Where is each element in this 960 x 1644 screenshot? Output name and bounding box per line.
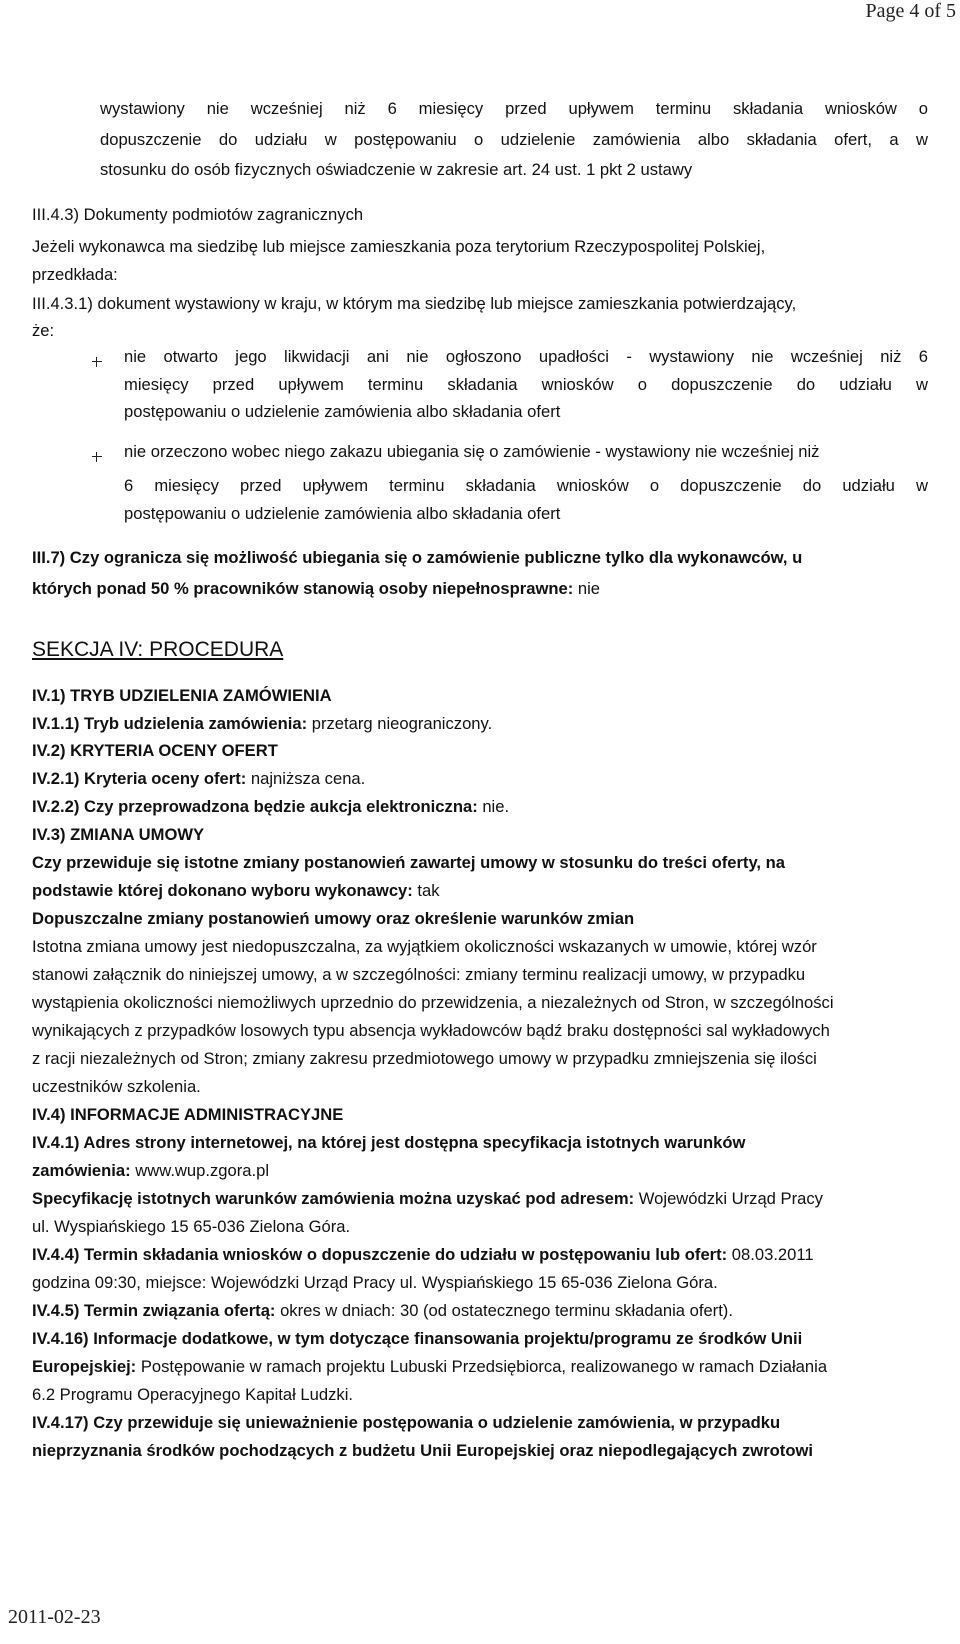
iv-3-answer: tak — [412, 881, 440, 900]
iv-3-text-line-2: stanowi załącznik do niniejszej umowy, a w szczególności: zmiany terminu realizacji umowy, w przypadku — [32, 965, 806, 984]
iv-4-1-url: www.wup.zgora.pl — [130, 1161, 270, 1180]
spec-address-line-2: ul. Wyspiańskiego 15 65-036 Zielona Góra. — [32, 1217, 351, 1236]
iv-4-17-line-1: IV.4.17) Czy przewiduje się unieważnienie postępowania o udzielenie zamówienia, w przypadku — [32, 1413, 781, 1432]
iv-1-1-value: przetarg nieograniczony. — [307, 714, 493, 733]
iv-4-1-label: zamówienia: — [32, 1161, 131, 1180]
section-iii-7-answer: nie — [573, 579, 601, 598]
iv-4-16-line-3: 6.2 Programu Operacyjnego Kapitał Ludzki. — [32, 1385, 353, 1404]
iv-4-1-line-1: IV.4.1) Adres strony internetowej, na której jest dostępna specyfikacja istotnych warunków — [32, 1133, 746, 1152]
footer-date: 2011-02-23 — [8, 1606, 101, 1628]
section-iii-7-line-1: III.7) Czy ogranicza się możliwość ubiegania się o zamówienie publiczne tylko dla wykonawców, u — [32, 548, 803, 567]
iv-4-4-line-1 — [32, 1241, 814, 1268]
bullet-2-line-2: 6 miesięcy przed upływem terminu składania wniosków o dopuszczenie do udziału w — [124, 476, 928, 495]
page-number: Page 4 of 5 — [865, 0, 956, 22]
plus-bullet-icon — [92, 452, 102, 462]
iv-2-2-label: IV.2.2) Czy przeprowadzona będzie aukcja elektroniczna: — [32, 797, 478, 816]
iv-4-5-value: okres w dniach: 30 (od ostatecznego terminu składania ofert). — [275, 1301, 733, 1320]
iv-4-4-line-2: godzina 09:30, miejsce: Wojewódzki Urząd Pracy ul. Wyspiańskiego 15 65-036 Zielona Góra. — [32, 1273, 718, 1292]
foreign-docs-line-2: przedkłada: — [32, 265, 118, 284]
bullet-1-line-1: nie otwarto jego likwidacji ani nie ogłoszono upadłości - wystawiony nie wcześniej niż 6 — [124, 347, 928, 366]
bullet-1-line-3: postępowaniu o udzielenie zamówienia albo składania ofert — [124, 402, 561, 421]
iv-2-1-row — [32, 765, 365, 792]
iv-1-heading: IV.1) TRYB UDZIELENIA ZAMÓWIENIA — [32, 686, 332, 705]
iv-1-1-row — [32, 710, 492, 737]
iv-4-5-label: IV.4.5) Termin związania ofertą: — [32, 1301, 276, 1320]
section-iii-7-question: których ponad 50 % pracowników stanowią osoby niepełnosprawne: — [32, 579, 574, 598]
iv-4-4-date: 08.03.2011 — [727, 1245, 814, 1264]
bullet-2-line-1: nie orzeczono wobec niego zakazu ubiegania się o zamówienie - wystawiony nie wcześniej niż — [124, 442, 820, 461]
iv-2-2-row — [32, 793, 509, 820]
iv-3-question-line-2 — [32, 877, 440, 904]
iv-3-text-line-4: wynikających z przypadków losowych typu absencja wykładowców bądź braku dostępności sal wykładowych — [32, 1021, 830, 1040]
bullet-2-line-3: postępowaniu o udzielenie zamówienia albo składania ofert — [124, 504, 561, 523]
iv-3-subheading: Dopuszczalne zmiany postanowień umowy oraz określenie warunków zmian — [32, 909, 635, 928]
iv-4-heading: IV.4) INFORMACJE ADMINISTRACYJNE — [32, 1105, 344, 1124]
section-iii-7-line-2 — [32, 575, 600, 602]
iv-4-16-label: Europejskiej: — [32, 1357, 137, 1376]
spec-address-line-1 — [32, 1185, 823, 1212]
iv-3-question: podstawie której dokonano wyboru wykonawcy: — [32, 881, 413, 900]
iv-3-text-line-6: uczestników szkolenia. — [32, 1077, 201, 1096]
iv-3-text-line-5: z racji niezależnych od Stron; zmiany zakresu przedmiotowego umowy w przypadku zmniejszenia się ilości — [32, 1049, 817, 1068]
iv-3-question-line-1: Czy przewiduje się istotne zmiany postanowień zawartej umowy w stosunku do treści oferty, na — [32, 853, 786, 872]
foreign-docs-sub-line-2: że: — [32, 321, 55, 340]
plus-bullet-icon — [92, 357, 102, 367]
iv-4-16-line-1: IV.4.16) Informacje dodatkowe, w tym dotyczące finansowania projektu/programu ze środków Unii — [32, 1329, 803, 1348]
iv-4-16-value: Postępowanie w ramach projektu Lubuski Przedsiębiorca, realizowanego w ramach Działania — [136, 1357, 828, 1376]
intro-line-3: stosunku do osób fizycznych oświadczenie w zakresie art. 24 ust. 1 pkt 2 ustawy — [100, 160, 693, 179]
iv-4-1-line-2 — [32, 1157, 269, 1184]
foreign-docs-sub-line-1: III.4.3.1) dokument wystawiony w kraju, w którym ma siedzibę lub miejsce zamieszkania potwierdzający, — [32, 294, 797, 313]
spec-address-label: Specyfikację istotnych warunków zamówienia można uzyskać pod adresem: — [32, 1189, 635, 1208]
iv-2-1-value: najniższa cena. — [246, 769, 366, 788]
iv-3-heading: IV.3) ZMIANA UMOWY — [32, 825, 205, 844]
spec-address-value: Wojewódzki Urząd Pracy — [634, 1189, 823, 1208]
iv-4-4-label: IV.4.4) Termin składania wniosków o dopuszczenie do udziału w postępowaniu lub ofert: — [32, 1245, 728, 1264]
iv-3-text-line-1: Istotna zmiana umowy jest niedopuszczalna, za wyjątkiem okoliczności wskazanych w umowie, której wzór — [32, 937, 817, 956]
iv-2-2-value: nie. — [477, 797, 510, 816]
iv-4-17-line-2: nieprzyznania środków pochodzących z budżetu Unii Europejskiej oraz niepodlegających zwrotowi — [32, 1441, 813, 1460]
intro-line-2: dopuszczenie do udziału w postępowaniu o udzielenie zamówienia albo składania ofert, a w — [100, 130, 928, 149]
iv-2-heading: IV.2) KRYTERIA OCENY OFERT — [32, 741, 278, 760]
iv-1-1-label: IV.1.1) Tryb udzielenia zamówienia: — [32, 714, 308, 733]
bullet-1-line-2: miesięcy przed upływem terminu składania wniosków o dopuszczenie do udziału w — [124, 375, 928, 394]
intro-line-1: wystawiony nie wcześniej niż 6 miesięcy przed upływem terminu składania wniosków o — [100, 99, 928, 118]
section-heading-iii-4-3: III.4.3) Dokumenty podmiotów zagranicznych — [32, 205, 364, 224]
foreign-docs-line-1: Jeżeli wykonawca ma siedzibę lub miejsce zamieszkania poza terytorium Rzeczypospolitej Polskiej, — [32, 237, 766, 256]
iv-4-16-line-2 — [32, 1353, 827, 1380]
section-iv-title: SEKCJA IV: PROCEDURA — [32, 638, 284, 661]
iv-2-1-label: IV.2.1) Kryteria oceny ofert: — [32, 769, 247, 788]
iv-3-text-line-3: wystąpienia okoliczności niemożliwych uprzednio do przewidzenia, a niezależnych od Stron, w szczególności — [32, 993, 834, 1012]
document-body — [32, 0, 928, 1644]
iv-4-5-row — [32, 1297, 733, 1324]
